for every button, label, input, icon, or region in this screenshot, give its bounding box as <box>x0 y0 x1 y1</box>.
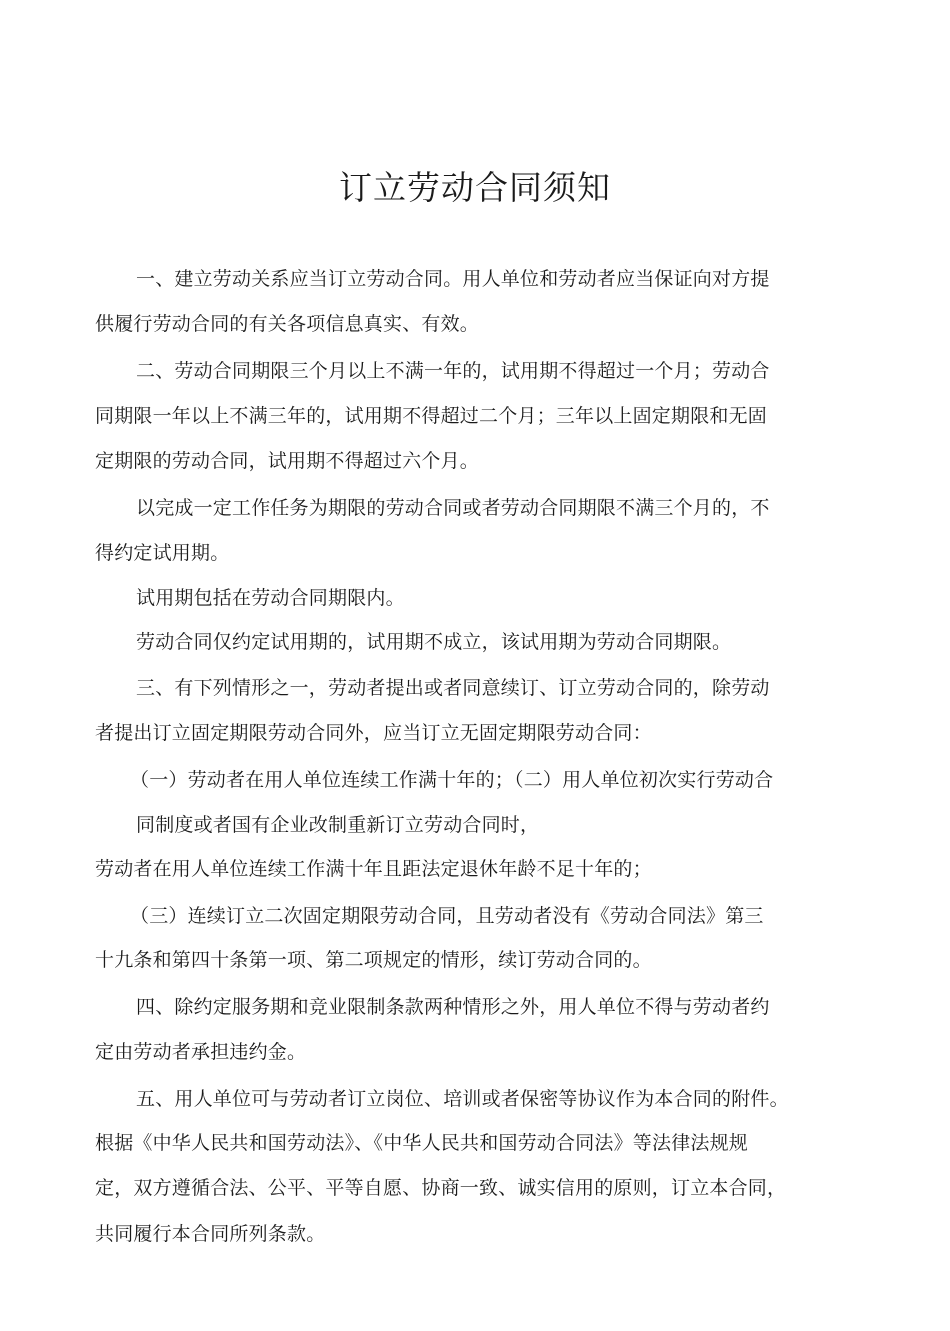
text-line: 十九条和第四十条第一项、第二项规定的情形，续订劳动合同的。 <box>95 949 652 971</box>
text-line: 定由劳动者承担违约金。 <box>95 1041 307 1063</box>
text-line: （一）劳动者在用人单位连续工作满十年的；（二）用人单位初次实行劳动合 <box>130 769 774 791</box>
text-line: 根据《中华人民共和国劳动法》、《中华人民共和国劳动合同法》等法律法规规 <box>95 1132 749 1154</box>
text-line: 劳动者在用人单位连续工作满十年且距法定退休年龄不足十年的； <box>95 858 652 880</box>
text-line: 以完成一定工作任务为期限的劳动合同或者劳动合同期限不满三个月的，不 <box>136 497 770 519</box>
text-line: 一、建立劳动关系应当订立劳动合同。用人单位和劳动者应当保证向对方提 <box>136 268 770 290</box>
text-line: 供履行劳动合同的有关各项信息真实、有效。 <box>95 313 480 335</box>
text-line: 二、劳动合同期限三个月以上不满一年的，试用期不得超过一个月；劳动合 <box>136 360 770 382</box>
text-line: 同制度或者国有企业改制重新订立劳动合同时， <box>136 814 540 836</box>
text-line: 得约定试用期。 <box>95 542 230 564</box>
text-line: 四、除约定服务期和竞业限制条款两种情形之外，用人单位不得与劳动者约 <box>136 996 770 1018</box>
text-line: 同期限一年以上不满三年的，试用期不得超过二个月；三年以上固定期限和无固 <box>95 405 768 427</box>
text-line: 三、有下列情形之一，劳动者提出或者同意续订、订立劳动合同的，除劳动 <box>136 677 770 699</box>
text-line: 定期限的劳动合同，试用期不得超过六个月。 <box>95 450 480 472</box>
document-title: 订立劳动合同须知 <box>339 168 611 207</box>
text-line: 试用期包括在劳动合同期限内。 <box>136 587 405 609</box>
text-line: 劳动合同仅约定试用期的，试用期不成立，该试用期为劳动合同期限。 <box>136 631 732 653</box>
text-line: 定，双方遵循合法、公平、平等自愿、协商一致、诚实信用的原则，订立本合同， <box>95 1177 787 1199</box>
text-line: 五、用人单位可与劳动者订立岗位、培训或者保密等协议作为本合同的附件。 <box>136 1088 789 1110</box>
text-line: 共同履行本合同所列条款。 <box>95 1223 326 1245</box>
text-line: （三）连续订立二次固定期限劳动合同，且劳动者没有《劳动合同法》第三 <box>130 905 764 927</box>
text-line: 者提出订立固定期限劳动合同外，应当订立无固定期限劳动合同： <box>95 722 652 744</box>
